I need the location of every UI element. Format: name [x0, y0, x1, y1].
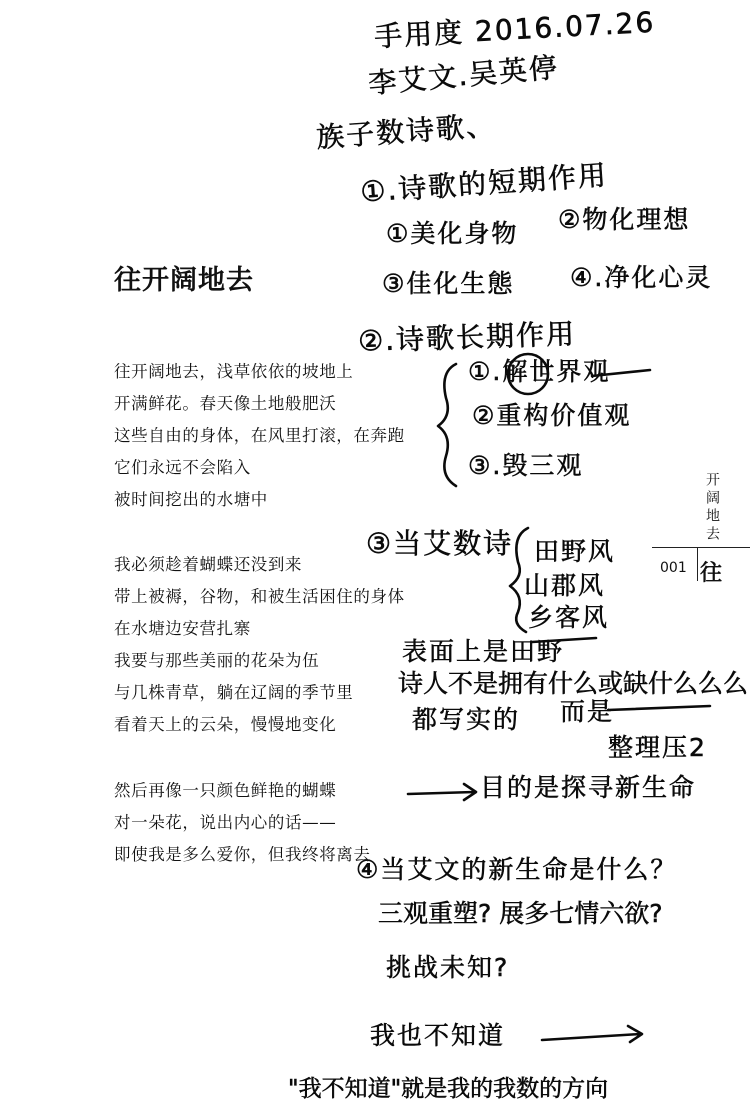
note-item: 乡客风 [528, 603, 610, 632]
header-rule [652, 547, 750, 548]
poem-line: 然后再像一只颜色鲜艳的蝴蝶 [114, 781, 337, 800]
poem-title: 往开阔地去 [114, 265, 254, 296]
header-divider [697, 547, 698, 581]
note-conclusion: "我不知道"就是我的我数的方向 [288, 1076, 609, 1102]
arrow-mark [408, 784, 476, 800]
note-line: 而是 [560, 697, 615, 726]
note-question: ④当艾文的新生命是什么？ [356, 855, 678, 884]
note-goal: 目的是探寻新生命 [480, 773, 697, 802]
poem-line: 往开阔地去，浅草依依的坡地上 [114, 362, 354, 381]
note-question: 挑战未知? [386, 953, 510, 982]
note-item: ②重构价值观 [472, 401, 632, 430]
running-title: 开阔地去 [704, 472, 720, 544]
poem-line: 看着天上的云朵，慢慢地变化 [114, 715, 337, 734]
note-answer: 我也不知道 [370, 1021, 506, 1050]
poem-line: 被时间挖出的水塘中 [114, 490, 268, 509]
note-long-term: ②.诗歌长期作用 [357, 317, 577, 358]
note-item: ②物化理想 [558, 205, 691, 234]
note-short-term: ①.诗歌的短期作用 [359, 158, 609, 209]
poem-line: 对一朵花，说出内心的话—— [114, 813, 337, 832]
poem-line: 开满鲜花。春天像土地般肥沃 [114, 394, 337, 413]
poem-stanza-3 [114, 775, 371, 871]
note-item: 田野风 [534, 537, 616, 566]
strike-mark [608, 706, 710, 710]
note-line: 都写实的 [412, 705, 521, 734]
note-item: ④.净化心灵 [570, 263, 713, 292]
poem-line: 它们永远不会陷入 [114, 458, 251, 477]
note-item: ①美化身物 [386, 219, 519, 248]
note-item: ①.解世界观 [468, 357, 611, 386]
poem-line: 在水塘边安营扎寨 [114, 619, 251, 638]
note-question: 三观重塑? 展多七情六欲? [378, 899, 663, 928]
note-authors: 李艾文.吴英停 [367, 50, 561, 101]
note-item: ③佳化生態 [382, 269, 515, 298]
poem-stanza-2 [114, 549, 405, 741]
note-item: ③.毁三观 [468, 451, 584, 480]
page-number: 001 [660, 560, 687, 576]
poem-line: 我必须趁着蝴蝶还没到来 [114, 555, 303, 574]
arrow-mark [542, 1026, 642, 1042]
brace-mark [438, 364, 456, 486]
poem-line: 与几株青草，躺在辽阔的季节里 [114, 683, 354, 702]
note-line: 诗人不是拥有什么或缺什么么么 [398, 669, 749, 698]
poem-line: 这些自由的身体，在风里打滚，在奔跑 [114, 426, 405, 445]
poem-line: 我要与那些美丽的花朵为伍 [114, 651, 320, 670]
note-heading: 族子数诗歌、 [315, 108, 498, 155]
note-line: 整理压2 [608, 733, 707, 762]
poem-line: 即使我是多么爱你，但我终将离去 [114, 845, 371, 864]
poem-stanza-1 [114, 356, 405, 516]
note-section-3: ③当艾数诗 [366, 527, 514, 560]
note-date: 手用度 2016.07.26 [373, 5, 656, 54]
note-line: 表面上是田野 [402, 637, 565, 666]
running-title-first-char: 往 [700, 561, 723, 586]
poem-line: 带上被褥，谷物，和被生活困住的身体 [114, 587, 405, 606]
note-item: 山郡风 [524, 571, 606, 600]
